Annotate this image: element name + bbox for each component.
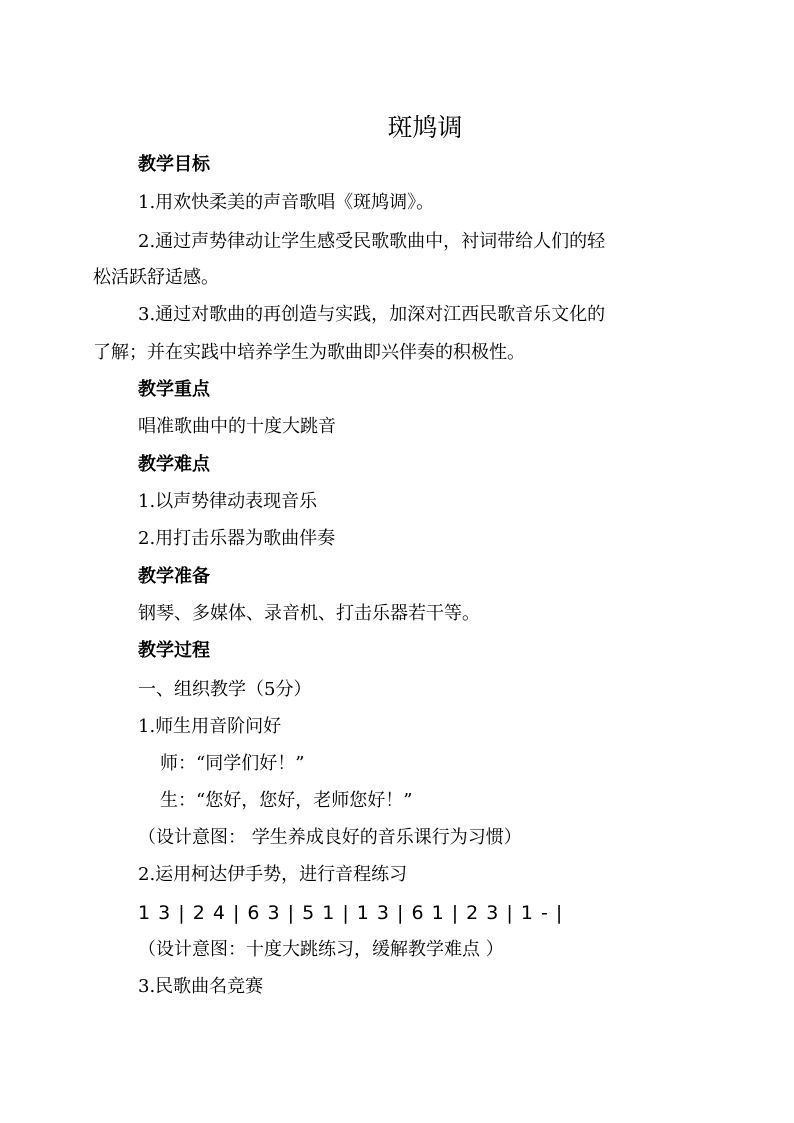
interval-notation: 1 3 | 2 4 | 6 3 | 5 1 | 1 3 | 6 1 | 2 3 | 1 - | — [138, 902, 564, 924]
step-1-item-3: 3.民歌曲名竞赛 — [138, 976, 264, 997]
difficulty-2: 2.用打击乐器为歌曲伴奏 — [138, 528, 336, 549]
difficulties-heading: 教学难点 — [138, 454, 210, 475]
step-1-item-2: 2.运用柯达伊手势，进行音程练习 — [138, 864, 408, 885]
design-intent-1: （设计意图： 学生养成良好的音乐课行为习惯） — [138, 827, 522, 848]
key-point-1: 唱准歌曲中的十度大跳音 — [138, 416, 336, 437]
process-heading: 教学过程 — [138, 640, 210, 661]
document-title: 斑鸠调 — [387, 113, 463, 142]
goal-2-line-1: 2.通过声势律动让学生感受民歌歌曲中，衬词带给人们的轻 — [138, 231, 606, 252]
preparation-1: 钢琴、多媒体、录音机、打击乐器若干等。 — [138, 603, 480, 624]
goal-2-line-2: 松活跃舒适感。 — [93, 267, 219, 288]
teacher-greeting: 师：“同学们好！” — [160, 753, 305, 774]
difficulty-1: 1.以声势律动表现音乐 — [138, 491, 318, 512]
design-intent-2: （设计意图：十度大跳练习，缓解教学难点 ） — [138, 939, 504, 960]
student-greeting: 生：“您好，您好，老师您好！” — [160, 790, 413, 811]
goals-heading: 教学目标 — [138, 154, 210, 175]
preparation-heading: 教学准备 — [138, 566, 210, 587]
goal-3-line-2: 了解；并在实践中培养学生为歌曲即兴伴奏的积极性。 — [93, 342, 525, 363]
step-1-item-1: 1.师生用音阶问好 — [138, 716, 282, 737]
goal-1: 1.用欢快柔美的声音歌唱《斑鸠调》。 — [138, 192, 435, 213]
key-points-heading: 教学重点 — [138, 379, 210, 400]
goal-3-line-1: 3.通过对歌曲的再创造与实践，加深对江西民歌音乐文化的 — [138, 304, 606, 325]
step-1-heading: 一、组织教学（5分） — [138, 679, 312, 700]
